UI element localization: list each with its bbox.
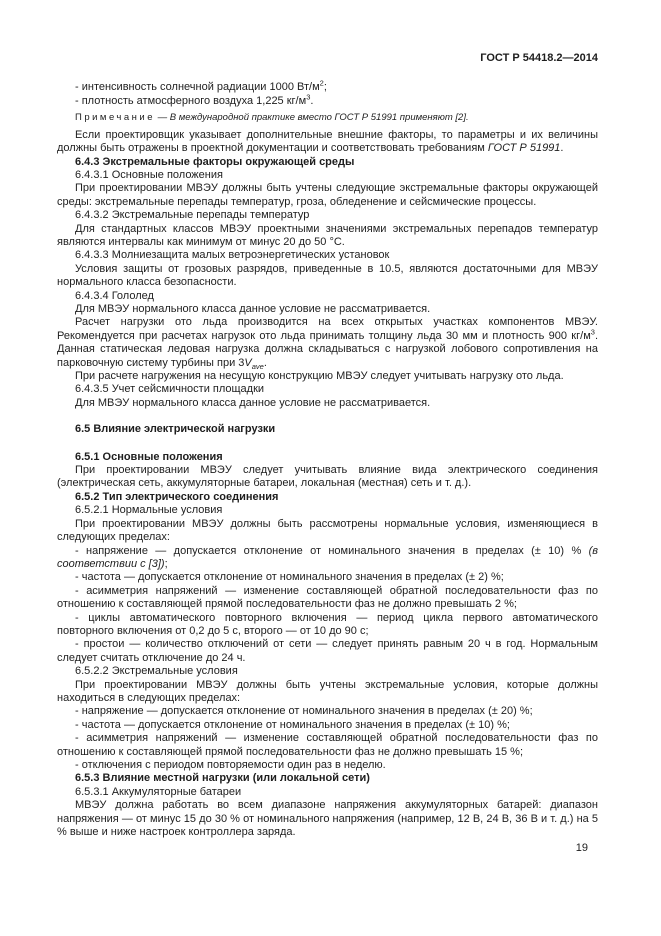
note [57,112,598,125]
text-run: ГОСТ Р 51991 [487,142,561,155]
text-run: МВЭУ должна работать во всем диапазоне напряжения аккумуляторных батарей: диапазон напряжения — от минус 15 до 30 % от номинального напряжения (например, 12 В, 24 В, 36 В и т. д.) на 5 % выше и ниже настроек контроллера заряда. [57,799,598,839]
text-run: - асимметрия напряжений — изменение составляющей обратной последовательности фаз по отношению к составляющей прямой последовательности фаз не должно превышать 2 %; [57,584,598,611]
text-run: 6.5 Влияние электрической нагрузки [75,423,276,436]
text-run: 6.5.1 Основные положения [75,450,223,463]
text-run: Для МВЭУ нормального класса данное условие не рассматривается. [75,303,431,315]
subsection-heading [57,156,598,169]
subsection-heading [57,451,598,464]
text-run: Для МВЭУ нормального класса данное условие не рассматривается. [75,396,431,409]
paragraph [57,209,598,222]
text-run: - напряжение — допускается отклонение от номинального значения в пределах (± 10) % [75,544,589,557]
text-run: V [244,356,252,369]
paragraph [57,223,598,250]
paragraph [57,518,598,545]
text-run: 6.4.3.4 Гололед [75,289,154,302]
list-item [57,78,598,94]
paragraph [57,799,598,839]
paragraph [57,370,598,383]
list-item [57,759,598,772]
paragraph [57,263,598,290]
text-run: . [310,94,314,107]
list-item [57,732,598,759]
list-item [57,638,598,665]
text-run: ave [251,361,264,371]
section-heading [57,423,598,436]
text-run: — В международной практике вместо ГОСТ Р 51991 применяют [2]. [155,112,469,124]
text-run: - интенсивность солнечной радиации 1000 Вт/м [75,81,320,94]
text-run: При проектировании МВЭУ должны быть учтены экстремальные условия, которые должны находиться в следующих пределах: [57,678,598,704]
list-item [57,612,598,639]
text-run: Если проектировщик указывает дополнительные внешние факторы, то параметры и их величины должны быть отражены в проектной документации и соответствовать требованиям [57,128,598,155]
paragraph [57,182,598,209]
paragraph [57,679,598,706]
text-run: При расчете нагружения на несущую конструкцию МВЭУ следует учитывать нагрузку ото льда. [75,370,564,383]
subsection-heading [57,491,598,504]
text-run: . [560,142,564,155]
text-run: При проектировании МВЭУ должны быть учтены следующие экстремальные факторы окружающей среды: экстремальные перепады температур, гроза, обледенение и сейсмические процессы. [57,182,598,208]
text-run: 6.5.2.1 Нормальные условия [75,504,223,517]
text-run: (в соответствии с [3]) [57,544,598,570]
list-item [57,719,598,732]
text-run: 6.5.3 Влияние местной нагрузки (или локальной сети) [75,772,370,785]
text-run: . Данная статическая ледовая нагрузка должна складываться с нагрузкой лобового сопротивления на парковочную систему турбины при 3 [57,329,598,369]
text-run: 3 [590,327,595,337]
paragraph [57,786,598,799]
list-item [57,585,598,612]
paragraph [57,464,598,491]
paragraph [57,316,598,370]
text-run: 6.4.3.5 Учет сейсмичности площадки [75,383,265,396]
text-run: - частота — допускается отклонение от номинального значения в пределах (± 10) %; [75,718,510,731]
text-run: 6.5.2 Тип электрического соединения [75,490,279,503]
text-run: ; [323,81,327,94]
list-item [57,705,598,718]
text-run: При проектировании МВЭУ следует учитывать влияние вида электрического соединения (электрическая сеть, аккумуляторные батареи, локальная (местная) сеть и т. д.). [57,464,598,490]
text-run: Для стандартных классов МВЭУ проектными значениями экстремальных перепадов температур являются интервалы как минимум от минус 20 до 50 °С. [57,222,598,248]
text-run: - отключения с периодом повторяемости один раз в неделю. [75,759,386,771]
list-item [57,92,598,108]
text-run: - частота — допускается отклонение от номинального значения в пределах (± 2) %; [75,571,504,584]
text-run: - асимметрия напряжений — изменение составляющей обратной последовательности фаз по отношению к составляющей прямой последовательности фаз не должно превышать 15 %; [57,732,598,758]
text-run: 2 [319,78,324,88]
paragraph [57,397,598,410]
document-body [57,78,598,839]
text-run: - напряжение — допускается отклонение от номинального значения в пределах (± 20) %; [75,705,533,718]
text-run: 6.4.3.3 Молниезащита малых ветроэнергетических установок [75,249,390,262]
text-run: При проектировании МВЭУ должны быть рассмотрены нормальные условия, изменяющиеся в следующих пределах: [57,517,598,544]
text-run: Условия защиты от грозовых разрядов, приведенные в 10.5, являются достаточными для МВЭУ нормального класса безопасности. [57,262,598,289]
text-run: - циклы автоматического повторного включения — период цикла первого автоматического повторного включения от 0,2 до 5 с, второго — от 10 до 90 с; [57,611,598,637]
text-run: 6.4.3.2 Экстремальные перепады температур [75,209,310,222]
text-run: - плотность атмосферного воздуха 1,225 кг/м [75,94,307,107]
text-run: 3 [306,92,311,102]
text-run: - простои — количество отключений от сети — следует принять равным 20 ч в год. Нормальным следует считать отключение до 24 ч. [57,638,598,664]
text-run: 6.4.3 Экстремальные факторы окружающей среды [75,155,355,168]
text-run: 6.5.2.2 Экстремальные условия [75,665,238,678]
list-item [57,545,598,572]
page-number: 19 [575,842,588,855]
paragraph [57,504,598,517]
paragraph [57,303,598,316]
subsection-heading [57,772,598,785]
text-run: Расчет нагрузки ото льда производится на всех открытых участках компонентов МВЭУ. Рекомендуется при расчетах нагрузок ото льда принимать толщину льда 30 мм и плотность 900 кг/м [57,316,598,342]
paragraph [57,169,598,182]
text-run: Примечание [75,112,155,124]
text-run: ; [164,557,168,570]
list-item [57,571,598,584]
paragraph [57,249,598,262]
text-run: . [263,356,267,369]
paragraph [57,290,598,303]
paragraph [57,383,598,396]
paragraph [57,129,598,156]
page-header: ГОСТ Р 54418.2—2014 [480,52,598,64]
text-run: 6.4.3.1 Основные положения [75,168,223,181]
paragraph [57,665,598,678]
text-run: 6.5.3.1 Аккумуляторные батареи [75,785,242,798]
